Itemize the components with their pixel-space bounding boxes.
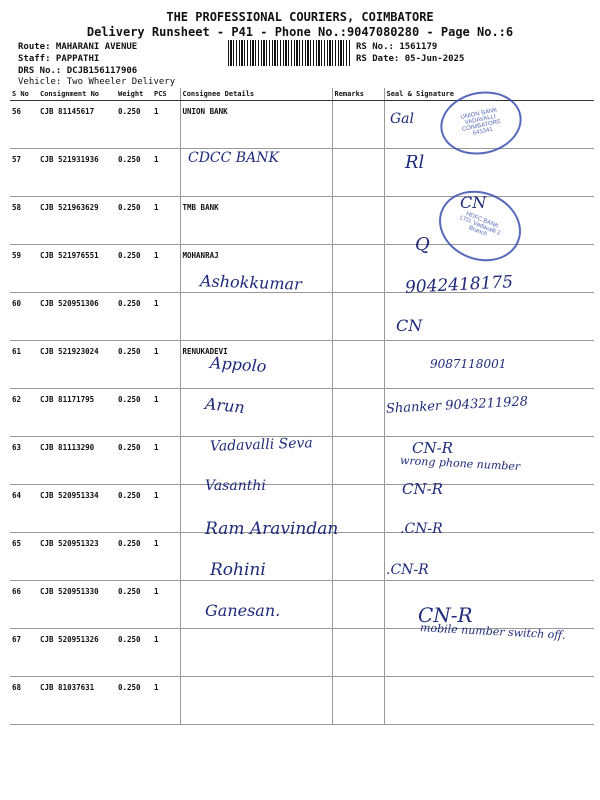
row-consignment-no: CJB 521963629: [38, 197, 116, 245]
staff-label: Staff: PAPPATHI: [18, 54, 100, 64]
row-weight: 0.250: [116, 581, 152, 629]
row-weight: 0.250: [116, 389, 152, 437]
row-sno: 67: [10, 629, 38, 677]
row-remarks: [332, 629, 384, 677]
col-remarks: Remarks: [332, 88, 384, 101]
handwritten-signature: Gal: [390, 111, 415, 127]
hdfc-bank-stamp: HDFC BANK LTD. Vadavalli 2 Branch: [428, 179, 531, 274]
table-row: [10, 581, 594, 629]
barcode: [228, 40, 350, 66]
handwritten-signature: Rl: [405, 152, 425, 173]
row-weight: 0.250: [116, 629, 152, 677]
row-sno: 64: [10, 485, 38, 533]
row-weight: 0.250: [116, 293, 152, 341]
row-pcs: 1: [152, 149, 180, 197]
handwritten-consignee: Ram Aravindan: [205, 519, 339, 539]
row-remarks: [332, 389, 384, 437]
handwritten-consignee: Rohini: [210, 560, 266, 580]
handwritten-consignee: Vadavalli Seva: [209, 435, 314, 455]
row-consignee: [180, 293, 332, 341]
handwritten-signature: .CN-R: [386, 562, 429, 578]
rs-number: RS No.: 1561179: [356, 42, 438, 52]
row-consignment-no: CJB 520951323: [38, 533, 116, 581]
row-sno: 65: [10, 533, 38, 581]
row-remarks: [332, 437, 384, 485]
row-consignment-no: CJB 520951306: [38, 293, 116, 341]
row-remarks: [332, 101, 384, 149]
row-consignment-no: CJB 520951334: [38, 485, 116, 533]
row-consignment-no: CJB 521923024: [38, 341, 116, 389]
row-remarks: [332, 341, 384, 389]
col-consignment: Consignment No: [38, 88, 116, 101]
col-pcs: PCS: [152, 88, 180, 101]
row-remarks: [332, 533, 384, 581]
row-pcs: 1: [152, 293, 180, 341]
runsheet-title: Delivery Runsheet - P41 - Phone No.:9047080280 - Page No.:6: [86, 25, 514, 39]
vehicle-label: Vehicle: Two Wheeler Delivery: [18, 77, 176, 87]
row-weight: 0.250: [116, 101, 152, 149]
row-pcs: 1: [152, 581, 180, 629]
handwritten-signature: CN: [460, 193, 487, 212]
row-remarks: [332, 581, 384, 629]
row-sno: 57: [10, 149, 38, 197]
row-sno: 62: [10, 389, 38, 437]
row-sno: 66: [10, 581, 38, 629]
row-sno: 56: [10, 101, 38, 149]
handwritten-signature: .CN-R: [400, 521, 443, 537]
row-pcs: 1: [152, 245, 180, 293]
row-consignment-no: CJB 81145617: [38, 101, 116, 149]
row-weight: 0.250: [116, 485, 152, 533]
handwritten-signature: CN-R: [418, 603, 473, 627]
row-sno: 58: [10, 197, 38, 245]
route-label: Route: MAHARANI AVENUE: [18, 42, 138, 52]
row-remarks: [332, 149, 384, 197]
handwritten-consignee: Arun: [204, 393, 246, 418]
row-pcs: 1: [152, 101, 180, 149]
row-consignment-no: CJB 521931936: [38, 149, 116, 197]
row-sno: 63: [10, 437, 38, 485]
row-consignee: TMB BANK: [180, 197, 332, 245]
handwritten-note: wrong phone number: [399, 453, 521, 474]
handwritten-signature: Q: [415, 234, 430, 255]
row-consignee: [180, 389, 332, 437]
row-sno: 60: [10, 293, 38, 341]
row-pcs: 1: [152, 437, 180, 485]
handwritten-note: mobile number switch off.: [419, 621, 566, 642]
handwritten-consignee: Ganesan.: [205, 601, 281, 620]
row-pcs: 1: [152, 341, 180, 389]
drs-label: DRS No.: DCJB156117906: [18, 66, 138, 76]
handwritten-signature: 9042418175: [404, 272, 514, 298]
table-row: [10, 677, 594, 725]
handwritten-consignee: Ashokkumar: [199, 271, 303, 294]
row-remarks: [332, 197, 384, 245]
row-remarks: [332, 245, 384, 293]
table-row: [10, 293, 594, 341]
row-remarks: [332, 293, 384, 341]
row-pcs: 1: [152, 677, 180, 725]
row-signature: [384, 581, 594, 629]
col-sno: S No: [10, 88, 38, 101]
row-remarks: [332, 677, 384, 725]
row-consignee: MOHANRAJ: [180, 245, 332, 293]
row-consignee: [180, 677, 332, 725]
row-signature: [384, 677, 594, 725]
table-row: [10, 533, 594, 581]
handwritten-consignee: Appolo: [209, 353, 268, 376]
row-consignee: UNION BANK: [180, 101, 332, 149]
union-bank-stamp: UNION BANK VADAVALLI COIMBATORE 641041: [434, 84, 527, 162]
handwritten-signature: CN: [396, 316, 423, 335]
table-row: [10, 341, 594, 389]
row-consignee: [180, 629, 332, 677]
row-weight: 0.250: [116, 197, 152, 245]
row-consignment-no: CJB 81037631: [38, 677, 116, 725]
col-signature: Seal & Signature: [384, 88, 594, 101]
row-sno: 68: [10, 677, 38, 725]
table-row: [10, 149, 594, 197]
row-pcs: 1: [152, 197, 180, 245]
row-weight: 0.250: [116, 677, 152, 725]
handwritten-signature: 9087118001: [430, 357, 507, 371]
row-consignment-no: CJB 520951326: [38, 629, 116, 677]
col-consignee: Consignee Details: [180, 88, 332, 101]
rs-date: RS Date: 05-Jun-2025: [356, 54, 465, 64]
row-consignment-no: CJB 81171795: [38, 389, 116, 437]
handwritten-consignee: CDCC BANK: [188, 150, 279, 166]
row-pcs: 1: [152, 629, 180, 677]
row-weight: 0.250: [116, 533, 152, 581]
handwritten-signature: CN-R: [402, 480, 443, 498]
row-remarks: [332, 485, 384, 533]
document-title: THE PROFESSIONAL COURIERS, COIMBATORE: [166, 10, 434, 24]
row-consignment-no: CJB 81113290: [38, 437, 116, 485]
row-sno: 59: [10, 245, 38, 293]
row-sno: 61: [10, 341, 38, 389]
row-pcs: 1: [152, 389, 180, 437]
row-weight: 0.250: [116, 245, 152, 293]
handwritten-signature: Shanker 9043211928: [385, 394, 529, 417]
handwritten-consignee: Vasanthi: [205, 478, 266, 494]
row-weight: 0.250: [116, 437, 152, 485]
row-weight: 0.250: [116, 149, 152, 197]
row-pcs: 1: [152, 485, 180, 533]
row-consignment-no: CJB 520951330: [38, 581, 116, 629]
row-consignment-no: CJB 521976551: [38, 245, 116, 293]
handwritten-signature: CN-R: [412, 439, 453, 457]
row-consignee: RENUKADEVI: [180, 341, 332, 389]
row-weight: 0.250: [116, 341, 152, 389]
col-weight: Weight: [116, 88, 152, 101]
row-pcs: 1: [152, 533, 180, 581]
